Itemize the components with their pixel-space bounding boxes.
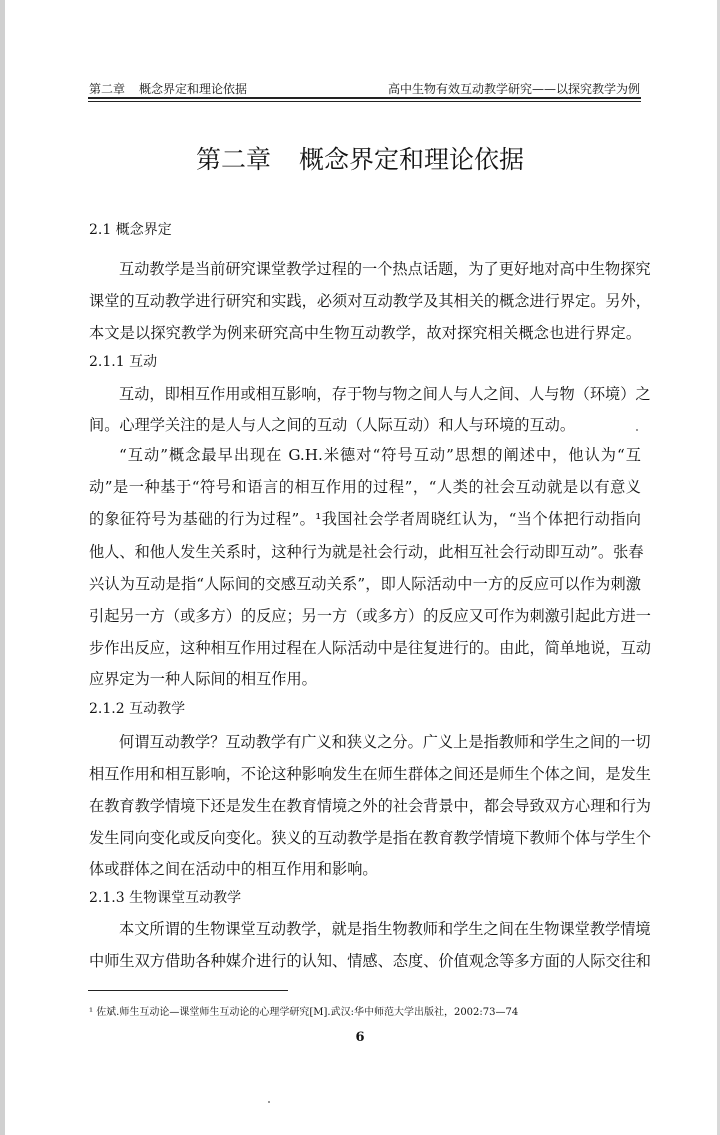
paragraph-line: 他人、和他人发生关系时，这种行为就是社会行动，此相互社会行动即互动”。张春	[89, 543, 644, 561]
footnote: ¹ 佐斌.师生互动论—课堂师生互动论的心理学研究[M].武汉:华中师范大学出版社，2002:73—74	[89, 1007, 519, 1018]
paragraph-line: 步作出反应，这种相互作用过程在人际活动中是往复进行的。由此，简单地说，互动	[89, 639, 651, 657]
section-heading-2-1: 2.1 概念界定	[89, 222, 172, 238]
paragraph-line: 课堂的互动教学进行研究和实践，必须对互动教学及其相关的概念进行界定。另外，	[89, 292, 651, 310]
chapter-title	[0, 140, 720, 176]
section-heading-2-1-1: 2.1.1 互动	[89, 354, 158, 370]
paragraph-line: 的象征符号为基础的行为过程”。¹我国社会学者周晓红认为，“当个体把行动指向	[89, 510, 641, 528]
header-rule-thin	[88, 101, 641, 102]
chapter-number: 第二章	[195, 145, 271, 174]
paragraph-line: 体或群体之间在活动中的相互作用和影响。	[89, 860, 378, 878]
header-chapter: 第二章	[89, 82, 126, 96]
paragraph-line: 互动教学是当前研究课堂教学过程的一个热点话题，为了更好地对高中生物探究	[119, 260, 651, 278]
paragraph-line: 中师生双方借助各种媒介进行的认知、情感、态度、价值观念等多方面的人际交往和	[89, 952, 651, 970]
paragraph-line: 兴认为互动是指“人际间的交感互动关系”，即人际活动中一方的反应可以作为刺激	[89, 575, 641, 593]
paragraph-line: 何谓互动教学？互动教学有广义和狭义之分。广义上是指教师和学生之间的一切	[119, 733, 651, 751]
paragraph-line: 引起另一方（或多方）的反应；另一方（或多方）的反应又可作为刺激引起此方进一	[89, 607, 651, 625]
header-rule-thick	[88, 97, 641, 99]
page-number: 6	[355, 1030, 365, 1045]
header-topic: 概念界定和理论依据	[139, 82, 248, 96]
paragraph-line: “互动”概念最早出现在 G.H.米德对“符号互动”思想的阐述中，他认为“互	[119, 446, 641, 464]
running-header-right: 高中生物有效互动教学研究——以探究教学为例	[387, 82, 640, 96]
paragraph-line: 本文所谓的生物课堂互动教学，就是指生物教师和学生之间在生物课堂教学情境	[119, 920, 651, 938]
paragraph-line: 应界定为一种人际间的相互作用。	[89, 670, 317, 688]
scan-speck	[268, 1101, 270, 1103]
scan-speck	[636, 429, 638, 431]
paragraph-line: 相互作用和相互影响，不论这种影响发生在师生群体之间还是师生个体之间，是发生	[89, 765, 651, 783]
running-header-left	[89, 80, 261, 97]
section-heading-2-1-2: 2.1.2 互动教学	[89, 701, 186, 717]
chapter-name: 概念界定和理论依据	[299, 145, 525, 174]
paragraph-line: 间。心理学关注的是人与人之间的互动（人际互动）和人与环境的互动。	[89, 416, 575, 434]
paragraph-line: 发生同向变化或反向变化。狭义的互动教学是指在教育教学情境下教师个体与学生个	[89, 829, 651, 847]
section-heading-2-1-3: 2.1.3 生物课堂互动教学	[89, 890, 242, 906]
paragraph-line: 动”是一种基于“符号和语言的相互作用的过程”，“人类的社会互动就是以有意义	[89, 478, 641, 496]
paragraph-line: 本文是以探究教学为例来研究高中生物互动教学，故对探究相关概念也进行界定。	[89, 324, 641, 342]
paragraph-line: 互动，即相互作用或相互影响，存于物与物之间人与人之间、人与物（环境）之	[119, 385, 651, 403]
paragraph-line: 在教育教学情境下还是发生在教育情境之外的社会背景中，都会导致双方心理和行为	[89, 797, 651, 815]
footnote-rule	[88, 990, 288, 991]
